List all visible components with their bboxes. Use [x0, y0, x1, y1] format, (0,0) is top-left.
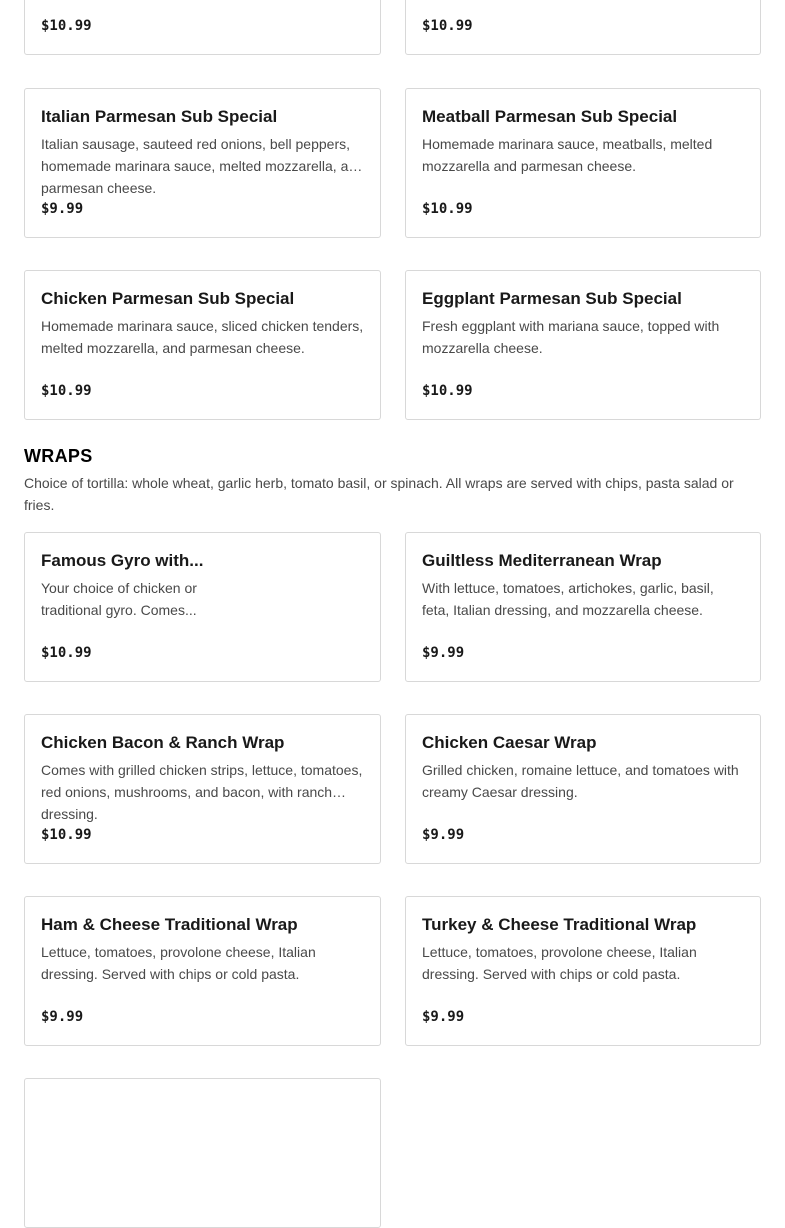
menu-item-card[interactable] [405, 0, 761, 55]
menu-item-description: Fresh eggplant with mariana sauce, topped with mozzarella cheese. [422, 318, 720, 356]
menu-item-description: With lettuce, tomatoes, artichokes, garlic, basil, feta, Italian dressing, and mozzarella cheese. [422, 580, 714, 618]
menu-item-card[interactable] [24, 0, 381, 55]
menu-item-description: Homemade marinara sauce, sliced chicken tenders, melted mozzarella, and parmesan cheese. [41, 318, 364, 356]
menu-item-card[interactable] [24, 88, 381, 238]
menu-item-name: Famous Gyro with... [41, 551, 204, 570]
wraps-grid [24, 532, 761, 1228]
menu-item-description: Italian sausage, sauteed red onions, bell peppers, homemade marinara sauce, melted mozzarella, and parmesan cheese. [41, 136, 364, 196]
menu-item-price: $10.99 [422, 383, 473, 399]
menu-item-card[interactable] [24, 270, 381, 420]
menu-item-name: Italian Parmesan Sub Special [41, 107, 278, 126]
menu-item-name: Ham & Cheese Traditional Wrap [41, 915, 298, 934]
menu-item-card[interactable] [24, 714, 381, 864]
menu-item-card[interactable] [405, 270, 761, 420]
menu-item-price: $10.99 [422, 18, 473, 34]
menu-item-price: $9.99 [422, 1009, 465, 1025]
section-description: Choice of tortilla: whole wheat, garlic herb, tomato basil, or spinach. All wraps are served with chips, pasta salad or fries. [24, 475, 734, 513]
menu-item-name: Chicken Parmesan Sub Special [41, 289, 295, 308]
menu-item-card[interactable] [405, 714, 761, 864]
menu-item-description: Your choice of chicken or traditional gyro. Comes... [41, 580, 197, 618]
menu-item-description: Homemade marinara sauce, meatballs, melted mozzarella and parmesan cheese. [422, 136, 713, 174]
menu-item-name: Meatball Parmesan Sub Special [422, 107, 678, 126]
menu-item-card[interactable] [24, 1078, 381, 1228]
menu-item-name: Guiltless Mediterranean Wrap [422, 551, 662, 570]
menu-item-description: Lettuce, tomatoes, provolone cheese, Italian dressing. Served with chips or cold pasta. [422, 944, 697, 982]
menu-item-price: $10.99 [41, 827, 92, 843]
menu-item-price: $9.99 [41, 1009, 84, 1025]
section-title: WRAPS [24, 446, 93, 466]
menu-item-name: Turkey & Cheese Traditional Wrap [422, 915, 697, 934]
menu-item-card[interactable] [405, 532, 761, 682]
menu-item-card[interactable] [405, 88, 761, 238]
menu-item-price: $10.99 [41, 18, 92, 34]
menu-item-price: $9.99 [41, 201, 84, 217]
menu-item-price: $10.99 [422, 201, 473, 217]
menu-item-name: Chicken Caesar Wrap [422, 733, 597, 752]
menu-item-price: $9.99 [422, 645, 465, 661]
menu-item-price: $10.99 [41, 645, 92, 661]
menu-item-price: $10.99 [41, 383, 92, 399]
menu-item-card[interactable] [24, 532, 381, 682]
subs-grid [24, 88, 761, 420]
menu-item-description: Lettuce, tomatoes, provolone cheese, Italian dressing. Served with chips or cold pasta. [41, 944, 316, 982]
menu-item-card[interactable] [24, 896, 381, 1046]
menu-item-description: Grilled chicken, romaine lettuce, and tomatoes with creamy Caesar dressing. [422, 762, 739, 800]
menu-item-card[interactable] [405, 896, 761, 1046]
menu-item-description: Comes with grilled chicken strips, lettuce, tomatoes, red onions, mushrooms, and bacon, with ranch dressing. [41, 762, 363, 822]
menu-item-name: Chicken Bacon & Ranch Wrap [41, 733, 285, 752]
menu-item-price: $9.99 [422, 827, 465, 843]
menu-item-name: Eggplant Parmesan Sub Special [422, 289, 682, 308]
